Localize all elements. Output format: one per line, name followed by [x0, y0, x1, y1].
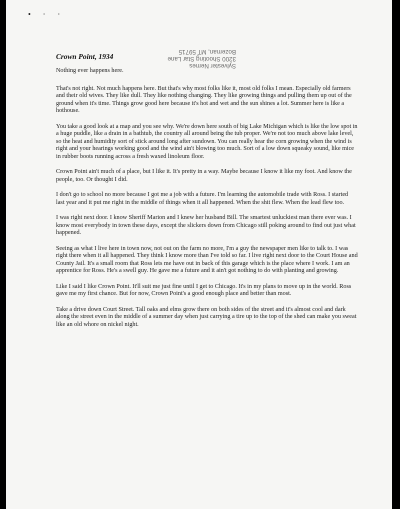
stamp-city: Bozeman, MT 59715 [178, 48, 236, 55]
paragraph: Seeing as what I live here in town now, not out on the farm no more, I'm a guy the newspaper men like to talk to. I was right there when it all happened. They think I know more than I've told so far. I live right next door to the Court House and County Jail. It's a small room that Ross lets me have out in back of this garage which is the place where I work. I am an apprentice for Ross. He's a swell guy. He gave me a future and it ain't got nothing to do with planting and growing. [56, 245, 358, 274]
page-marks: • · · [28, 10, 66, 19]
paragraph: That's not right. Not much happens here. But that's why most folks like it, most old folks I mean. Especially old farmers and their old wives. They like dull. They like nothing changing. They like growing things and pulling them up out of the ground when it's time. Things grow good here because it's hot and wet and the sun shines a lot. Summer here is like a hothouse. [56, 85, 352, 114]
document-body [56, 68, 358, 337]
address-stamp [146, 48, 236, 69]
paragraph: Crown Point ain't much of a place, but I like it. It's pretty in a way. Maybe because I know it like my foot. And know the people, too. Or thought I did. [56, 169, 352, 183]
paragraph: I don't go to school no more because I got me a job with a future. I'm learning the automobile trade with Ross. I started last year and it put me right in the middle of things when it all happened. When the shit flew. When the lead flew too. [56, 192, 349, 206]
paragraph: Nothing ever happens here. [56, 68, 124, 74]
paragraph: Like I said I like Crown Point. It'll suit me just fine until I get to Chicago. It's in my plans to move up in the world. Ross gave me my first chance. But for now, Crown Point's a good enough place and better than most. [56, 283, 352, 297]
document-page [6, 0, 392, 509]
document-title: Crown Point, 1934 [56, 52, 114, 61]
paragraph: Take a drive down Court Street. Tall oaks and elms grow there on both sides of the street and it's almost cool and dark along the street even in the middle of a summer day when just carrying a tire up to the top of the shed can make you sweat like an old whore on nickel night. [56, 306, 357, 328]
stamp-name: Sylvester Nemes [189, 62, 236, 69]
stamp-street: 3200 Shooting Star Lane [167, 55, 236, 62]
paragraph: I was right next door. I know Sheriff Marion and I knew her husband Bill. The smartest unluckiest man there ever was. I know most everybody in town these days, except the slickers down from Chicago still poking around to find out just what happened. [56, 215, 356, 236]
paragraph: You take a good look at a map and you see why. We're down here south of big Lake Michigan which is like the low spot in a huge puddle, like a drain in a bathtub, the country all around being the tub proper. We're not too much above lake level, so the heat and humidity sort of stick around long after sundown. You can really hear the corn growing when the wind is right and your hearings working good and the wind ain't blowing too much. Sort of a low down squeaky sound, like mice in rubber boots running across a fresh waxed linoleum floor. [56, 123, 358, 160]
